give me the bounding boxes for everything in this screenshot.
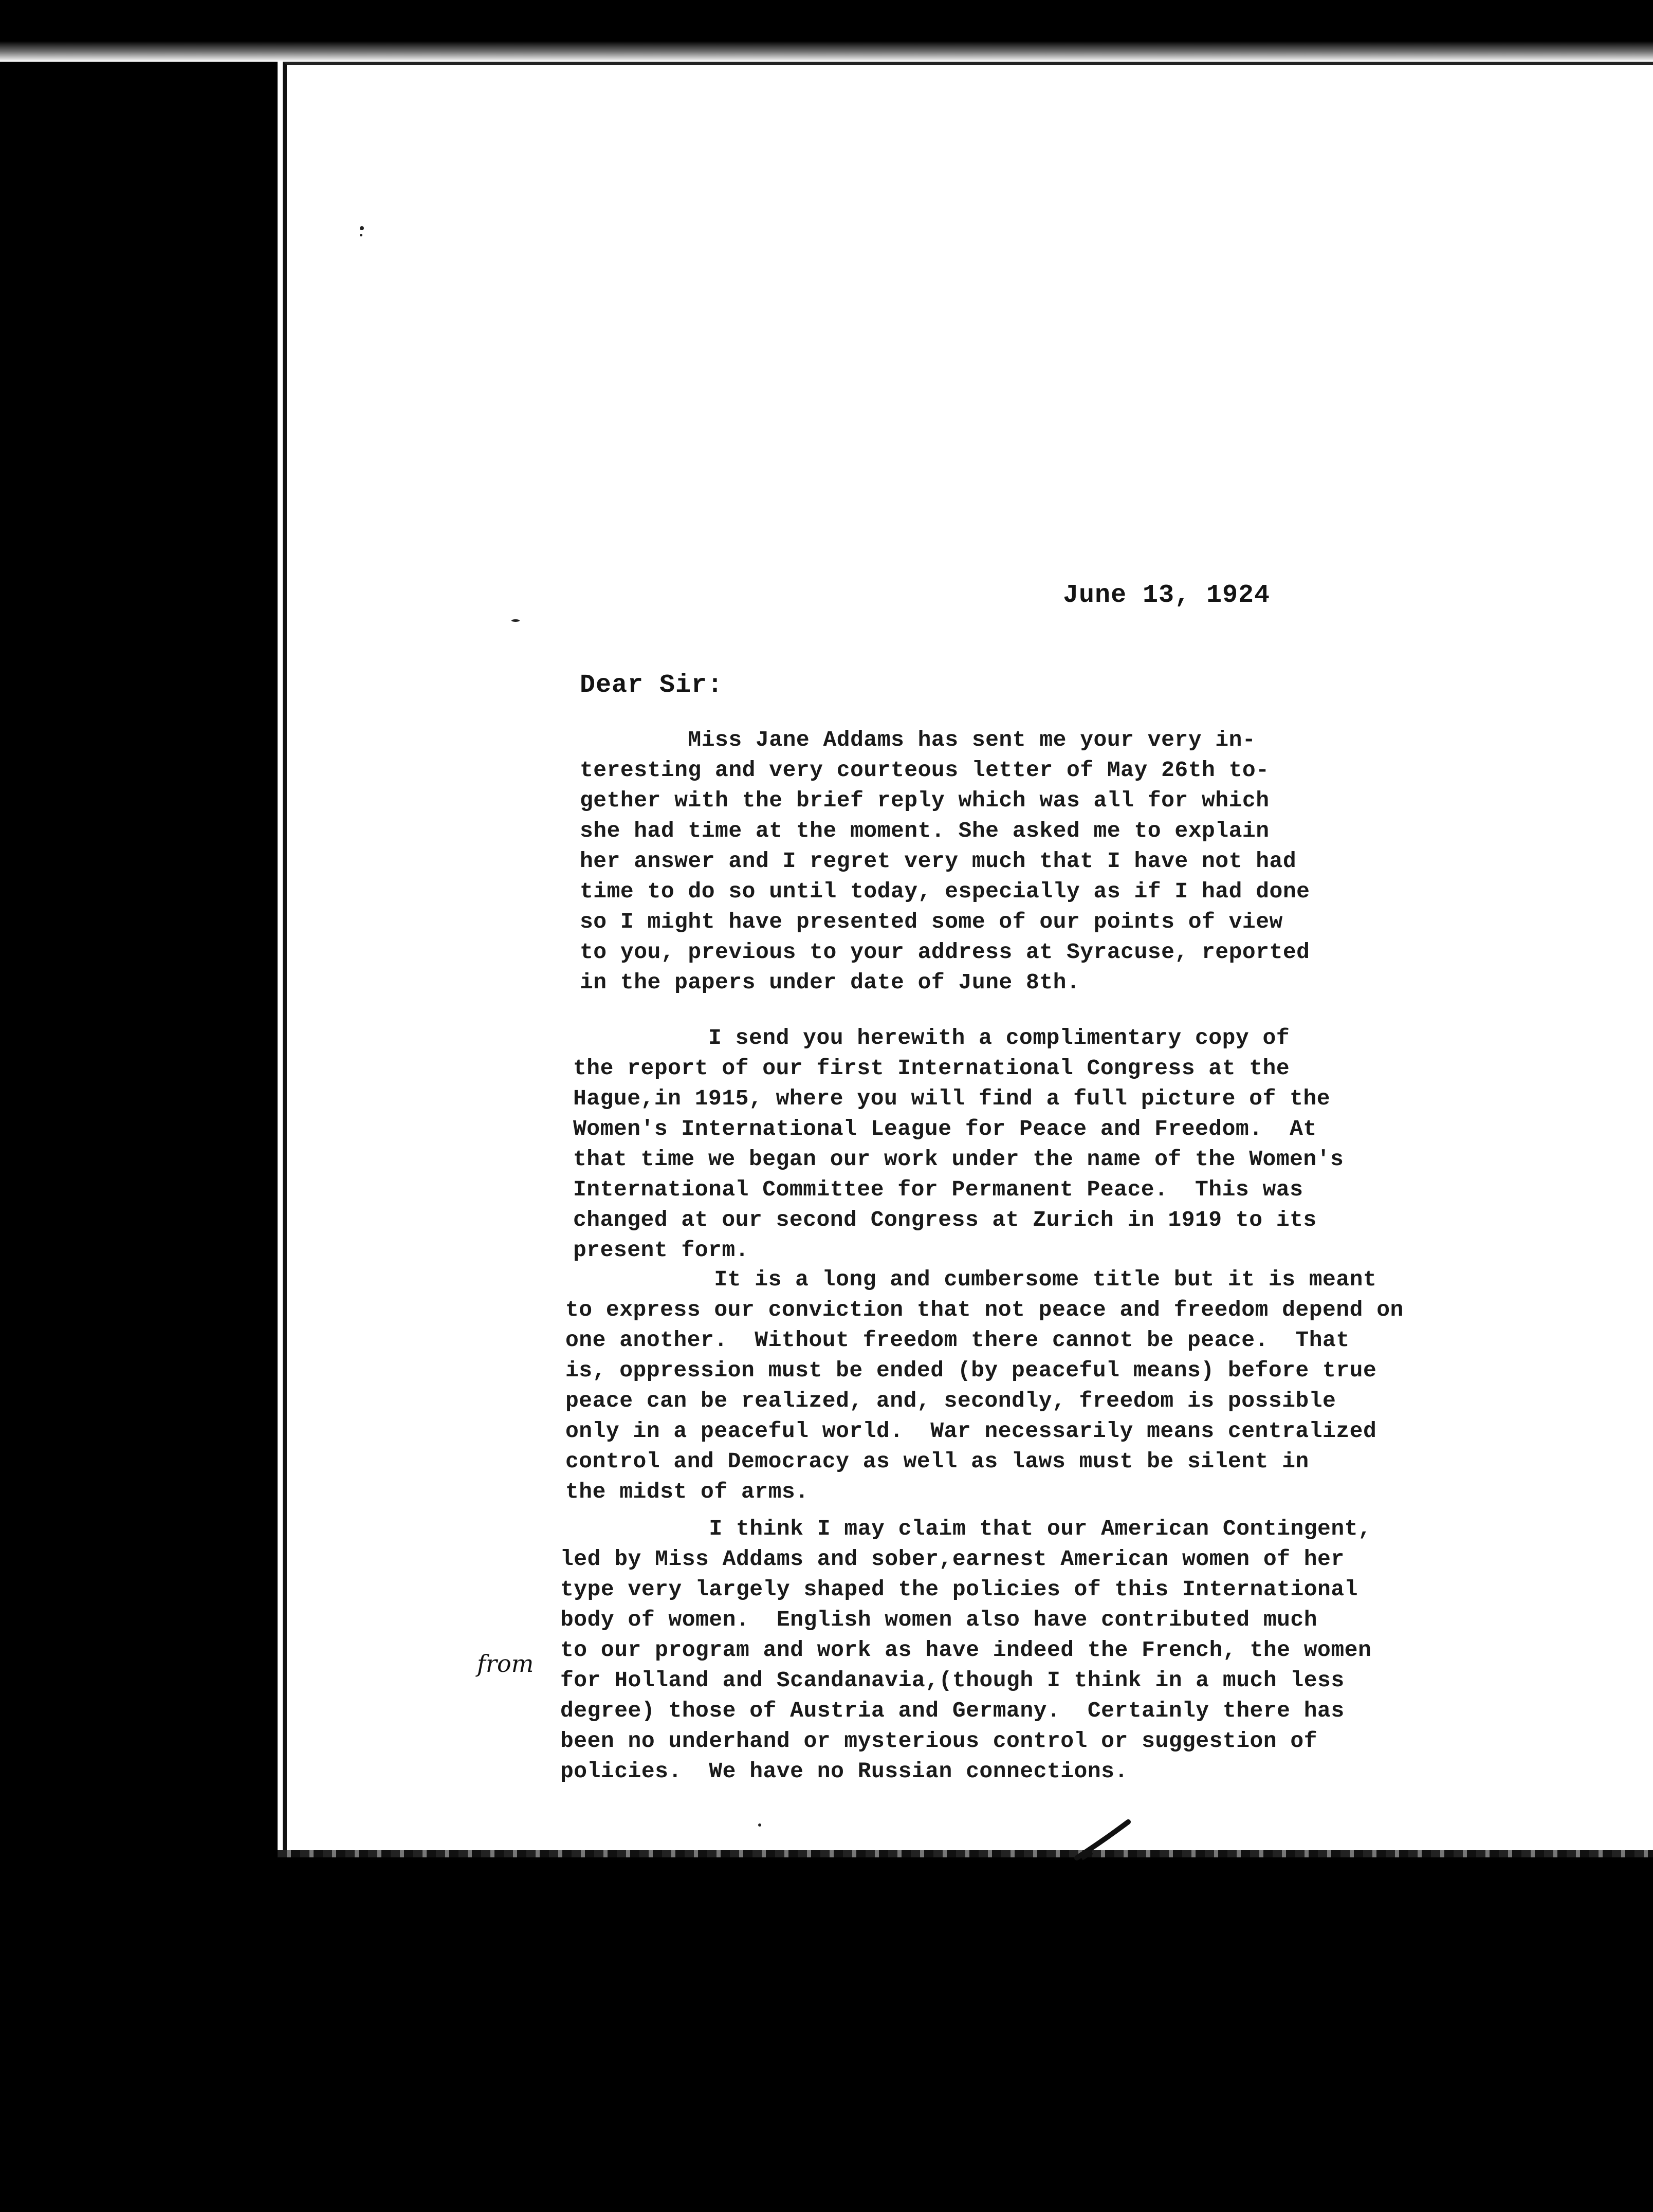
paragraph-line: her answer and I regret very much that I have not had xyxy=(580,849,1297,874)
paragraph-line: body of women. English women also have contributed much xyxy=(560,1607,1318,1632)
paragraph-line: to express our conviction that not peace and freedom depend on xyxy=(565,1297,1404,1322)
paragraph-line: to you, previous to your address at Syracuse, reported xyxy=(580,939,1310,965)
scan-speck xyxy=(511,619,520,622)
paragraph-3 xyxy=(565,1264,1404,1507)
paragraph-4 xyxy=(560,1514,1371,1786)
paragraph-line: for Holland and Scandanavia,(though I think in a much less xyxy=(560,1668,1345,1693)
paragraph-line: to our program and work as have indeed the French, the women xyxy=(560,1637,1372,1663)
paragraph-line: only in a peaceful world. War necessarily means centralized xyxy=(565,1418,1377,1444)
paragraph-line: peace can be realized, and, secondly, freedom is possible xyxy=(565,1388,1336,1413)
paragraph-line: that time we began our work under the name of the Women's xyxy=(573,1147,1344,1172)
paragraph-line: one another. Without freedom there cannot be peace. That xyxy=(565,1328,1350,1353)
scan-top-border xyxy=(0,0,1653,62)
paragraph-line: control and Democracy as well as laws must be silent in xyxy=(565,1449,1309,1474)
paragraph-line: It is a long and cumbersome title but it is meant xyxy=(565,1267,1377,1292)
paragraph-line: in the papers under date of June 8th. xyxy=(580,970,1080,995)
paragraph-line: I think I may claim that our American Contingent, xyxy=(560,1516,1372,1541)
paragraph-line: been no underhand or mysterious control or suggestion of xyxy=(560,1728,1318,1754)
paragraph-line: Women's International League for Peace and Freedom. At xyxy=(573,1116,1317,1141)
paragraph-line: International Committee for Permanent Peace. This was xyxy=(573,1177,1303,1202)
handwritten-margin-note: from xyxy=(477,1650,534,1678)
paragraph-line: so I might have presented some of our points of view xyxy=(580,909,1283,934)
paragraph-line: present form. xyxy=(573,1238,749,1263)
paragraph-line: gether with the brief reply which was all for which xyxy=(580,788,1270,813)
paragraph-line: type very largely shaped the policies of this International xyxy=(560,1577,1358,1602)
pen-mark-icon xyxy=(1072,1817,1133,1863)
paragraph-line: Hague,in 1915, where you will find a full picture of the xyxy=(573,1086,1331,1111)
paragraph-line: Miss Jane Addams has sent me your very in- xyxy=(580,727,1256,752)
scan-bottom-border xyxy=(0,1855,1653,2212)
paragraph-line: time to do so until today, especially as if I had done xyxy=(580,879,1310,904)
paragraph-line: the midst of arms. xyxy=(565,1479,809,1504)
paragraph-line: degree) those of Austria and Germany. Certainly there has xyxy=(560,1698,1345,1723)
paragraph-2 xyxy=(573,1023,1344,1265)
scan-speck xyxy=(758,1823,761,1827)
paragraph-1 xyxy=(580,725,1310,998)
paragraph-line: led by Miss Addams and sober,earnest American women of her xyxy=(560,1546,1345,1572)
paragraph-line: I send you herewith a complimentary copy of xyxy=(573,1025,1290,1050)
paragraph-line: changed at our second Congress at Zurich in 1919 to its xyxy=(573,1207,1317,1232)
paragraph-line: policies. We have no Russian connections. xyxy=(560,1759,1128,1784)
paragraph-line: she had time at the moment. She asked me to explain xyxy=(580,818,1270,843)
paragraph-line: teresting and very courteous letter of May 26th to- xyxy=(580,758,1270,783)
letter-date: June 13, 1924 xyxy=(1063,581,1271,610)
paragraph-line: is, oppression must be ended (by peaceful means) before true xyxy=(565,1358,1377,1383)
paragraph-line: the report of our first International Congress at the xyxy=(573,1056,1290,1081)
scan-speck xyxy=(360,234,362,236)
page-bottom-edge xyxy=(278,1850,1653,1857)
letter-salutation: Dear Sir: xyxy=(580,671,724,700)
scan-speck xyxy=(360,226,364,230)
